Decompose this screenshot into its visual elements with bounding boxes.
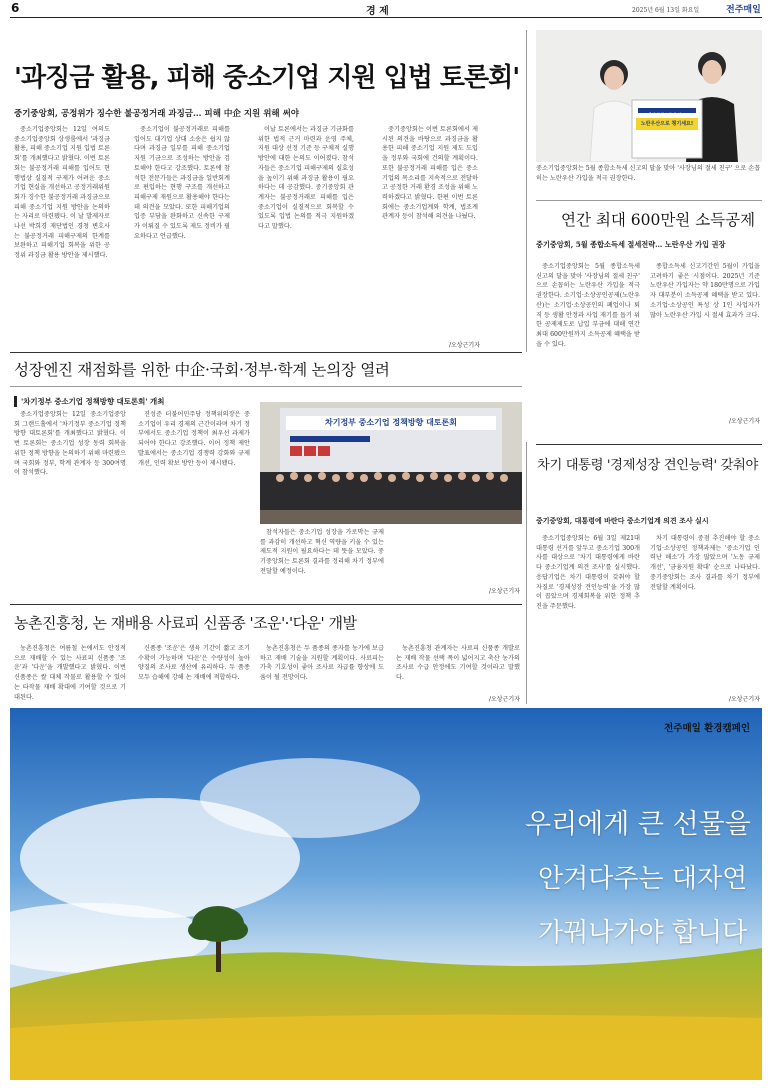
second-head-rule: [10, 386, 522, 387]
page-number: 6: [11, 1, 20, 15]
third-col-1-text: 농촌진흥청은 여름철 논에서도 안정적으로 재배할 수 있는 사료피 신품종 '조운'과 '다운'을 개발했다고 밝혔다. 이번 신품종은 쌀 대체 작물로 활용할 수 있어 논 타작물 재배 확대에 기여할 것으로 기대된다.: [14, 645, 126, 701]
third-col-1: [14, 644, 126, 702]
second-col-3: [260, 528, 384, 596]
paper-name: 전주매일: [726, 5, 761, 15]
right-top-col-2-text: 종합소득세 신고기간인 5월이 가입을 고려하기 좋은 시점이다. 2025년 기준 노란우산 가입자는 약 180만명으로 가입자 대부분이 소득공제 혜택을 받고 있다. 소기업·소상공인 특성 상 1인 사업자가 많아 노란우산 가입 시 절세 효과가 크다.: [650, 263, 760, 319]
second-byline: /오상근기자: [488, 588, 520, 595]
right-top-rule: [536, 200, 762, 201]
second-headline: 성장엔진 재점화를 위한 中企·국회·정부·학계 논의장 열려: [14, 361, 390, 379]
right-top-subhead: 중기중앙회, 5월 종합소득세 절세전략… 노란우산 가입 권장: [536, 240, 726, 249]
right-mid-col-2: [650, 534, 760, 694]
third-col-3-text: 농촌진흥청은 두 품종의 종자를 농가에 보급하고 재배 기술을 지원할 계획이다. 사료피는 가축 기호성이 좋아 조사료 자급률 향상에 도움이 될 전망이다.: [260, 645, 384, 682]
right-mid-byline: /오상근기자: [728, 696, 760, 703]
upper-column-divider: [526, 30, 527, 352]
section-label: 경 제: [366, 6, 389, 17]
photo-banner-line-2: 노란우산으로 챙기세요!: [640, 121, 694, 127]
lead-headline: '과징금 활용, 피해 중소기업 지원 입법 토론회': [14, 63, 520, 93]
right-mid-col-2-text: 차기 대통령이 중점 추진해야 할 중소기업·소상공인 정책과제는 '중소기업 인력난 해소'가 가장 많았으며 '노동 규제 개선', '금융지원 확대' 순으로 나타났다. 중기중앙회는 조사 결과를 차기 정부에 전달할 계획이다.: [650, 535, 760, 591]
masthead: [0, 0, 772, 16]
third-headline: 농촌진흥청, 논 재배용 사료피 신품종 '조운'·'다운' 개발: [14, 614, 357, 632]
right-mid-col-1-text: 중소기업중앙회는 6월 3일 제21대 대통령 선거를 앞두고 중소기업 300개사를 대상으로 '차기 대통령에게 바란다 중소기업계 의견 조사'를 실시했다. 응답기업은 차기 대통령이 갖춰야 할 자질로 '경제성장 견인능력'을 가장 많이 꼽았으며 경제회복을 위한 정책 추진을 주문했다.: [536, 535, 640, 610]
right-mid-subhead: 중기중앙회, 대통령에 바란다 중소기업계 의견 조사 실시: [536, 516, 709, 525]
second-photo-banner: 차기정부 중소기업 정책방향 대토론회: [324, 418, 457, 427]
third-col-4: [396, 644, 520, 694]
lead-col-4-text: 중기중앙회는 이번 토론회에서 제시된 의견을 바탕으로 과징금을 활용한 피해 중소기업 지원 제도 도입을 정부와 국회에 건의할 계획이다. 또한 불공정거래 피해를 입은 중소기업의 목소리를 지속적으로 전달하고 공정한 거래 환경 조성을 위해 노력하겠다고 밝혔다. 한편 이번 토론회에는 중소기업계와 학계, 법조계 관계자 등이 참석해 의견을 나눴다.: [382, 126, 478, 221]
lead-byline: /오상근기자: [448, 342, 480, 349]
issue-date: 2025년 6월 13일 화요일: [632, 7, 700, 14]
masthead-rule: [10, 17, 762, 18]
right-top-byline: /오상근기자: [728, 418, 760, 425]
right-mid-top-rule: [536, 444, 762, 445]
environment-campaign-ad: [10, 708, 762, 1080]
second-top-rule: [10, 352, 522, 353]
third-col-2: [138, 644, 250, 702]
ad-slogan-line-3: 가꿔나가야 합니다: [538, 918, 748, 948]
right-top-col-1-text: 중소기업중앙회는 5월 종합소득세 신고의 달을 맞아 '사장님의 절세 친구' 으로 손꼽히는 노란우산 가입을 적극 권장한다. 소기업·소상공인공제(노란우산)는 소기업·소상공인의 폐업이나 퇴직 등 생활 안정과 사업 재기를 돕기 위한 공제제도로 납입 부금에 대해 연간 최대 600만원까지 소득공제 혜택을 받을 수 있다.: [536, 263, 640, 348]
lead-col-2: [134, 125, 230, 347]
right-top-photo: [536, 30, 762, 162]
second-subhead: '차기정부 중소기업 정책방향 대토론회' 개최: [14, 396, 234, 407]
third-col-4-text: 농촌진흥청 관계자는 사료피 신품종 개발로 논 재배 작물 선택 폭이 넓어지고 축산 농가의 조사료 수급 안정에도 기여할 것이라고 말했다.: [396, 645, 520, 682]
right-top-caption: 중소기업중앙회는 5월 종합소득세 신고의 달을 맞아 '사장님의 절세 친구' 으로 손꼽히는 노란우산 가입을 적극 권장한다.: [536, 165, 761, 182]
third-col-3: [260, 644, 384, 702]
mid-column-divider: [526, 442, 527, 704]
right-top-col-2: [650, 262, 760, 412]
third-byline: /오상근기자: [488, 696, 520, 703]
right-mid-headline: 차기 대통령 '경제성장 견인능력' 갖춰야: [537, 458, 758, 473]
lead-col-1-text: 중소기업중앙회는 12일 여의도 중소기업중앙회 상생룸에서 '과징금 활용, 피해 중소기업 지원 입법 토론회'를 개최했다고 밝혔다. 이번 토론회는 불공정거래 피해를 입어도 현행법상 실질적 구제가 어려운 중소기업 현실을 개선하고 공정거래위원회가 징수한 불공정거래 과징금으로 피해 중소기업 지원 방안을 논의하는 자리로 마련됐다. 이 날 발제자로 나선 박희경 재단법인 경청 변호사는 불공정거래 피해구제의 한계를 보완하고 피해기업 회복을 위한 공정위 과징금 활용 방안을 제시했다.: [14, 126, 110, 260]
third-col-2-text: 신품종 '조운'은 생육 기간이 짧고 조기 수확이 가능하며 '다운'은 수량성이 높아 양질의 조사료 생산에 유리하다. 두 품종 모두 습해에 강해 논 재배에 적합하다.: [138, 645, 250, 682]
right-top-headline: 연간 최대 600만원 소득공제: [561, 211, 756, 229]
second-col-1-text: 중소기업중앙회는 12일 중소기업중앙회 그랜드홀에서 '차기정부 중소기업 정책방향 대토론회'를 개최했다고 밝혔다. 이번 토론회는 중소기업 성장 동력 회복을 위한 정책 방향을 논의하기 위해 마련됐으며 국회와 정부, 학계 관계자 등 300여명이 참석했다.: [14, 411, 126, 477]
lead-col-2-text: 중소기업이 불공정거래로 피해를 입어도 대기업 상대 소송은 쉽지 않다며 과징금 일부를 피해 중소기업 지원 기금으로 조성하는 방안을 검토해야 한다고 강조했다. 토론에 참석한 전문가들은 과징금을 일반회계로 편입하는 현행 구조를 개선하고 피해구제 재원으로 활용해야 한다는 데 의견을 모았다. 또한 피해기업의 입증 부담을 완화하고 신속한 구제가 이뤄질 수 있도록 제도 정비가 필요하다고 언급했다.: [134, 126, 230, 240]
lead-col-1: [14, 125, 110, 347]
lead-subhead: 중기중앙회, 공정위가 징수한 불공정거래 과징금… 피해 中企 지원 위해 써야: [14, 109, 300, 119]
lead-col-4: [382, 125, 478, 341]
second-col-2: [138, 410, 250, 594]
ad-label-text: 전주매일 환경캠페인: [664, 723, 750, 734]
second-col-2-text: 진성준 더불어민주당 정책위의장은 중소기업이 우리 경제의 근간이라며 차기 정부에서도 중소기업 정책이 최우선 과제가 되어야 한다고 강조했다. 이어 정책 제안 발표에서는 중소기업 경쟁력 강화와 규제 개선, 인력 확보 방안 등이 제시됐다.: [138, 411, 250, 467]
second-col-3-text: 참석자들은 중소기업 성장을 가로막는 규제를 과감히 개선하고 혁신 역량을 키울 수 있는 제도적 지원이 필요하다는 데 뜻을 모았다. 중기중앙회는 토론회 결과를 정리해 차기 정부에 전달할 예정이다.: [260, 529, 384, 575]
second-photo: [260, 402, 522, 524]
ad-label: [620, 716, 750, 735]
ad-slogan-line-1: 우리에게 큰 선물을: [525, 809, 751, 840]
photo-banner-line-1: 5월 종합소득세 신고: [649, 112, 685, 117]
ad-slogan-line-2: 안겨다주는 대자연: [538, 864, 748, 894]
second-col-1: [14, 410, 126, 594]
right-top-col-1: [536, 262, 640, 454]
third-top-rule: [10, 604, 522, 605]
people-holding-sign-photo: [536, 30, 762, 162]
lead-col-3: [258, 125, 354, 347]
lead-col-3-text: 이날 토론에서는 과징금 기금화를 위한 법적 근거 마련과 운영 주체, 지원 대상 선정 기준 등 구체적 실행 방안에 대한 논의도 이어졌다. 참석자들은 중소기업 피해구제의 실효성을 높이기 위해 과징금 활용이 필요하다는 데 공감했다. 중기중앙회 관계자는 불공정거래로 피해를 입은 중소기업이 실질적으로 회복할 수 있도록 입법 논의를 적극 지원하겠다고 말했다.: [258, 126, 354, 231]
right-mid-col-1: [536, 534, 640, 700]
